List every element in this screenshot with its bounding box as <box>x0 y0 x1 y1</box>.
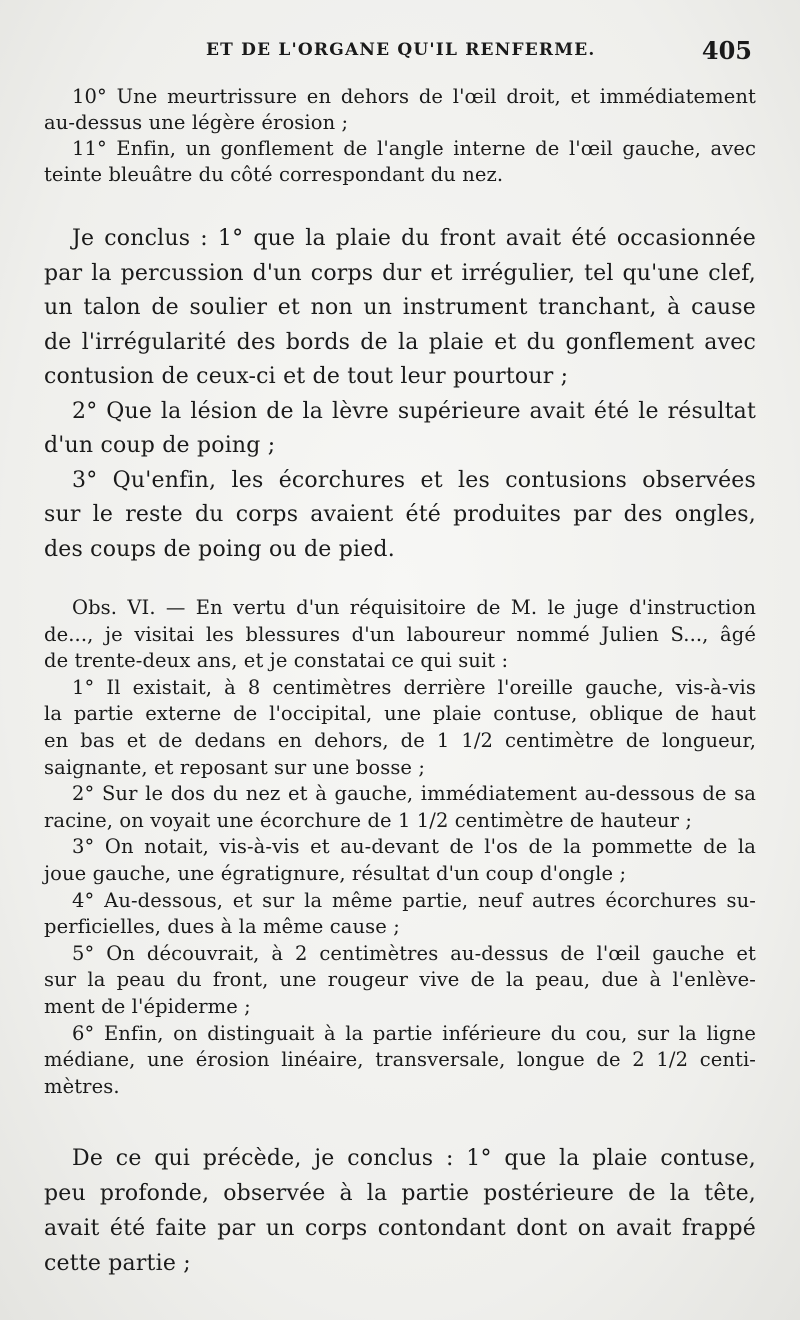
text-line: 3° Qu'enfin, les écorchures et les contusions observées <box>72 467 756 493</box>
text-line: un talon de soulier et non un instrument tranchant, à cause <box>44 295 756 320</box>
text-line: de trente-deux ans, et je constatai ce qui suit : <box>44 649 509 673</box>
text-line: d'un coup de poing ; <box>44 433 276 458</box>
paragraph-block-4 <box>44 1141 756 1281</box>
text-line: teinte bleuâtre du côté correspondant du nez. <box>44 163 504 186</box>
text-line: mètres. <box>44 1074 120 1098</box>
text-line: perficielles, dues à la même cause ; <box>44 915 400 939</box>
page-header <box>40 36 752 76</box>
text-line: avait été faite par un corps contondant dont on avait frappé <box>44 1216 756 1241</box>
text-line: saignante, et reposant sur une bosse ; <box>44 755 426 779</box>
paragraph-block-2 <box>44 222 756 567</box>
text-line: 5° On découvrait, à 2 centimètres au-dessus de l'œil gauche et <box>72 941 756 965</box>
text-line: racine, on voyait une écorchure de 1 1/2 centimètre de hauteur ; <box>44 808 693 832</box>
text-line: 11° Enfin, un gonflement de l'angle interne de l'œil gauche, avec <box>72 137 756 160</box>
text-line: sur le reste du corps avaient été produites par des ongles, <box>44 502 756 527</box>
running-head: ET DE L'ORGANE QU'IL RENFERME. <box>206 40 596 60</box>
text-line: cette partie ; <box>44 1251 191 1276</box>
text-line: contusion de ceux-ci et de tout leur pourtour ; <box>44 364 569 389</box>
text-line: en bas et de dedans en dehors, de 1 1/2 centimètre de longueur, <box>44 728 756 752</box>
paragraph-block-3 <box>44 595 756 1100</box>
text-line: de..., je visitai les blessures d'un laboureur nommé Julien S..., âgé <box>44 622 756 646</box>
text-line: 2° Sur le dos du nez et à gauche, immédiatement au-dessous de sa <box>72 782 756 806</box>
text-line: 1° Il existait, à 8 centimètres derrière l'oreille gauche, vis-à-vis <box>72 675 756 699</box>
text-line: la partie externe de l'occipital, une plaie contuse, oblique de haut <box>44 702 756 726</box>
text-line: 10° Une meurtrissure en dehors de l'œil droit, et immédiatement <box>72 85 756 108</box>
text-line: sur la peau du front, une rougeur vive de la peau, due à l'enlève- <box>44 968 756 992</box>
text-line: au-dessus une légère érosion ; <box>44 111 349 134</box>
text-line: De ce qui précède, je conclus : 1° que la plaie contuse, <box>72 1146 756 1171</box>
paragraph-block-1 <box>44 84 756 188</box>
text-line: peu profonde, observée à la partie postérieure de la tête, <box>44 1181 756 1206</box>
text-line: 3° On notait, vis-à-vis et au-devant de l'os de la pommette de la <box>72 835 756 859</box>
text-line: 6° Enfin, on distinguait à la partie inférieure du cou, sur la ligne <box>72 1021 756 1045</box>
text-line: de l'irrégularité des bords de la plaie et du gonflement avec <box>44 329 756 355</box>
page-number: 405 <box>701 36 752 65</box>
text-line: joue gauche, une égratignure, résultat d'un coup d'ongle ; <box>44 861 627 885</box>
text-line: Obs. VI. — En vertu d'un réquisitoire de M. le juge d'instruction <box>72 596 756 619</box>
text-line: par la percussion d'un corps dur et irrégulier, tel qu'une clef, <box>44 260 756 286</box>
text-line: des coups de poing ou de pied. <box>44 536 395 562</box>
text-line: 4° Au-dessous, et sur la même partie, neuf autres écorchures su- <box>72 888 756 912</box>
text-line: Je conclus : 1° que la plaie du front avait été occasionnée <box>72 226 756 251</box>
text-line: médiane, une érosion linéaire, transversale, longue de 2 1/2 centi- <box>44 1048 756 1072</box>
text-line: ment de l'épiderme ; <box>44 994 251 1018</box>
text-line: 2° Que la lésion de la lèvre supérieure avait été le résultat <box>72 398 756 424</box>
